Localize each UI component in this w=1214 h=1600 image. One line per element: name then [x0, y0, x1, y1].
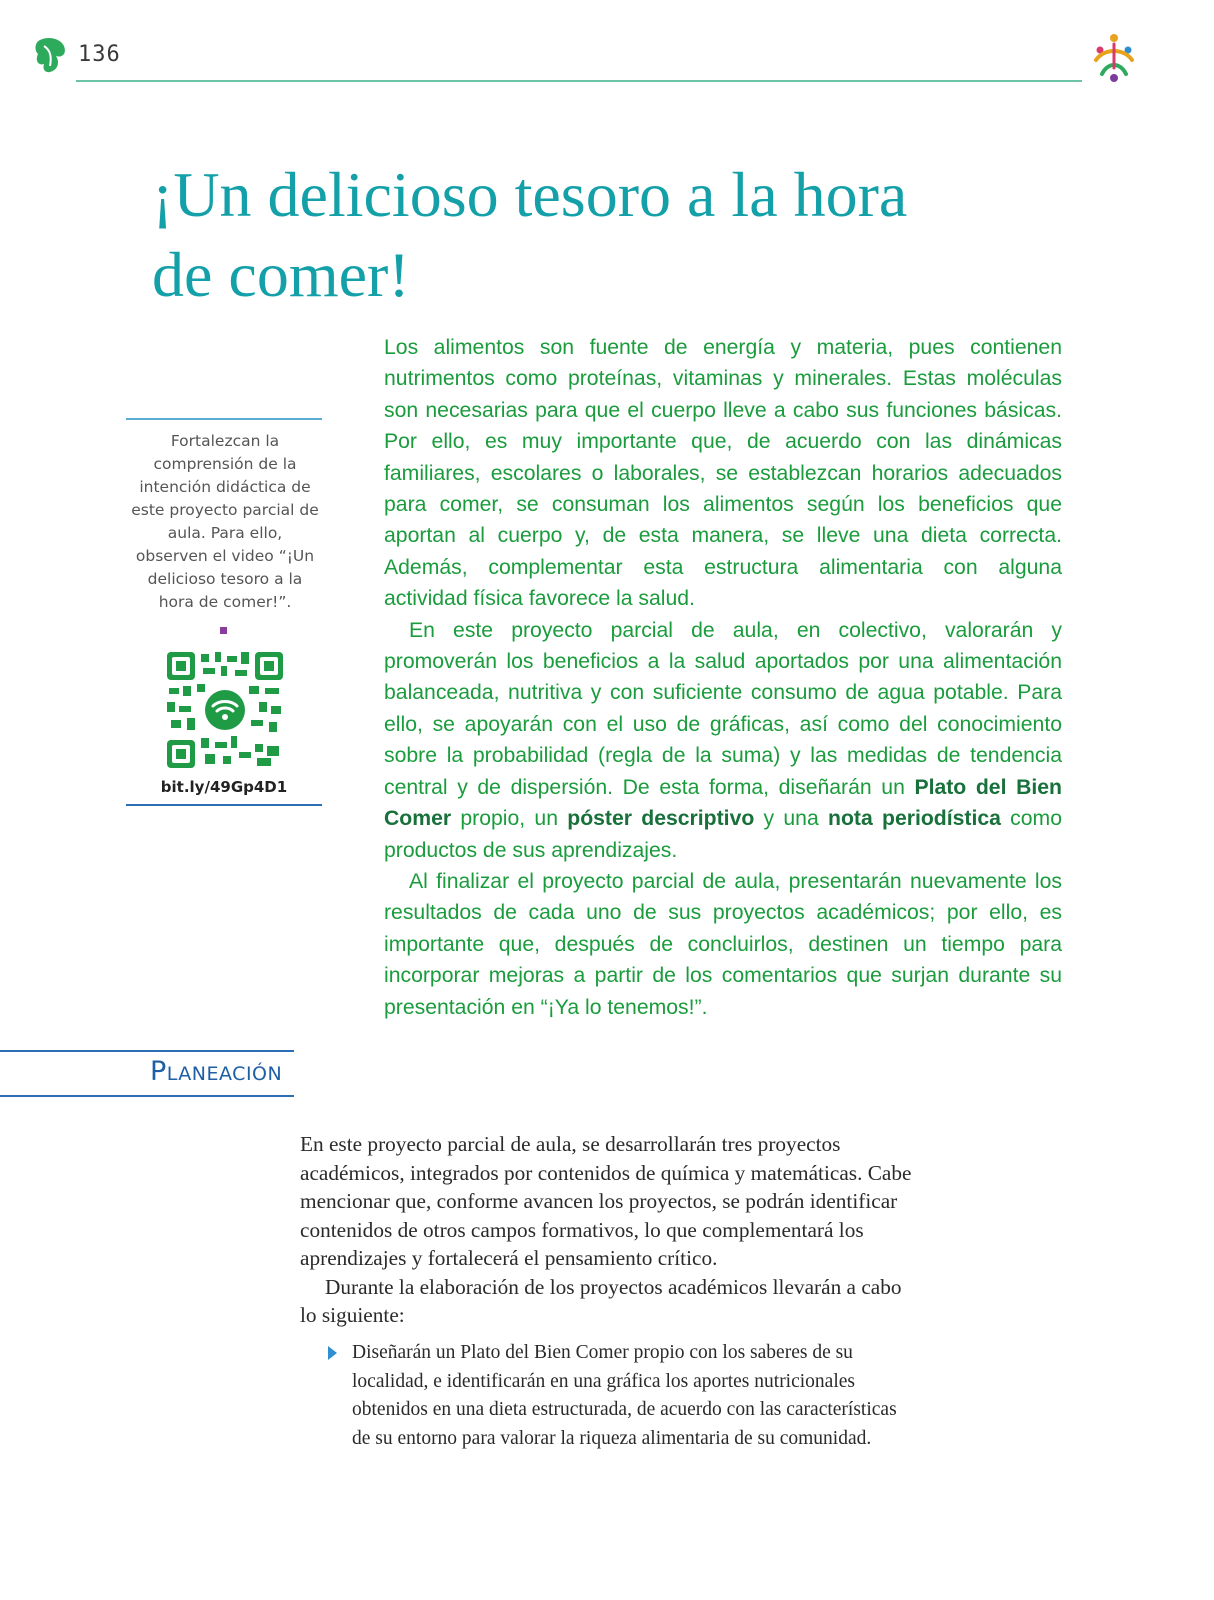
nota-term: nota periodística	[828, 807, 1001, 831]
section-top-rule	[0, 1050, 294, 1052]
intro-paragraph-3: Al finalizar el proyecto parcial de aula, presentarán nuevamente los resultados de cada uno de sus proyectos académicos; por ello, es importante que, después de concluirlos, destinen un tiempo para incorporar mejoras a partir de los comentarios que surjan durante su presentación en “¡Ya lo tenemos!”.	[384, 869, 1062, 1019]
intro-paragraph-1: Los alimentos son fuente de energía y materia, pues contienen nutrimentos como proteínas, vitaminas y minerales. Estas moléculas son necesarias para que el cuerpo lleve a cabo sus funciones básicas. Por ello, es muy importante que, de acuerdo con las dinámicas familiares, escolares o laborales, se establezcan horarios adecuados para comer, se consuman los alimentos según los beneficios que aportan al cuerpo y, de esta manera, se lleve una dieta correcta. Además, complementar esta estructura alimentaria con alguna actividad física favorece la salud.	[384, 336, 1062, 611]
intro-p2-part-c: propio, un	[451, 807, 568, 831]
planning-text	[300, 1130, 916, 1330]
title-line-1: ¡Un delicioso tesoro a la hora	[152, 159, 908, 230]
poster-term: póster descriptivo	[567, 807, 755, 831]
page-number: 136	[78, 42, 121, 67]
community-logo-icon	[1086, 30, 1142, 86]
header-rule	[76, 80, 1082, 82]
purple-square-icon	[220, 627, 227, 634]
section-heading: Planeación	[150, 1056, 283, 1087]
sidebar-top-rule	[126, 418, 322, 420]
plato-bien-comer-term: Plato del Bien Comer	[384, 775, 1062, 831]
list-item: Diseñarán un Plato del Bien Comer propio con los saberes de su localidad, e identificarán en una gráfica los aportes nutricionales obtenidos en una dieta estructurada, de acuerdo con las características de su entorno para valorar la riqueza alimentaria de su comunidad.	[352, 1342, 897, 1449]
intro-p2-part-a: En este proyecto parcial de aula, en colectivo, valorarán y promoverán los beneficios a la salud aportados por una alimentación balanceada, nutritiva y con suficiente consumo de agua potable. Para ello, se apoyarán con el uso de gráficas, así como del conocimiento sobre la probabilidad (regla de la suma) y las medidas de tendencia central y de dispersión. De esta forma, diseñarán un	[384, 618, 1062, 799]
qr-code-icon[interactable]	[165, 650, 285, 770]
planning-paragraph-1: En este proyecto parcial de aula, se desarrollarán tres proyectos académicos, integrados por contenidos de química y matemáticas. Cabe mencionar que, conforme avancen los proyectos, se podrán identificar contenidos de otros campos formativos, lo que complementará los aprendizajes y fortalecerá el pensamiento crítico.	[300, 1132, 912, 1270]
planning-paragraph-2: Durante la elaboración de los proyectos académicos llevarán a cabo lo siguiente:	[300, 1274, 902, 1327]
intro-paragraph-2	[384, 615, 1062, 866]
title-line-2: de comer!	[152, 239, 410, 310]
intro-p2-part-d: y una	[754, 807, 829, 831]
sidebar-bottom-rule	[126, 804, 322, 806]
section-bottom-rule	[0, 1095, 294, 1097]
page-title	[152, 155, 1052, 315]
leaf-icon	[34, 36, 68, 74]
intro-text	[384, 332, 1062, 1023]
video-link[interactable]: bit.ly/49Gp4D1	[160, 778, 288, 796]
intro-p2-part-e: como productos de sus aprendizajes.	[384, 807, 1062, 862]
bullet-triangle-icon	[328, 1346, 337, 1360]
sidebar-note: Fortalezcan la comprensión de la intención didáctica de este proyecto parcial de aula. Para ello, observen el video “¡Un delicioso tesoro a la hora de comer!”.	[131, 432, 319, 611]
